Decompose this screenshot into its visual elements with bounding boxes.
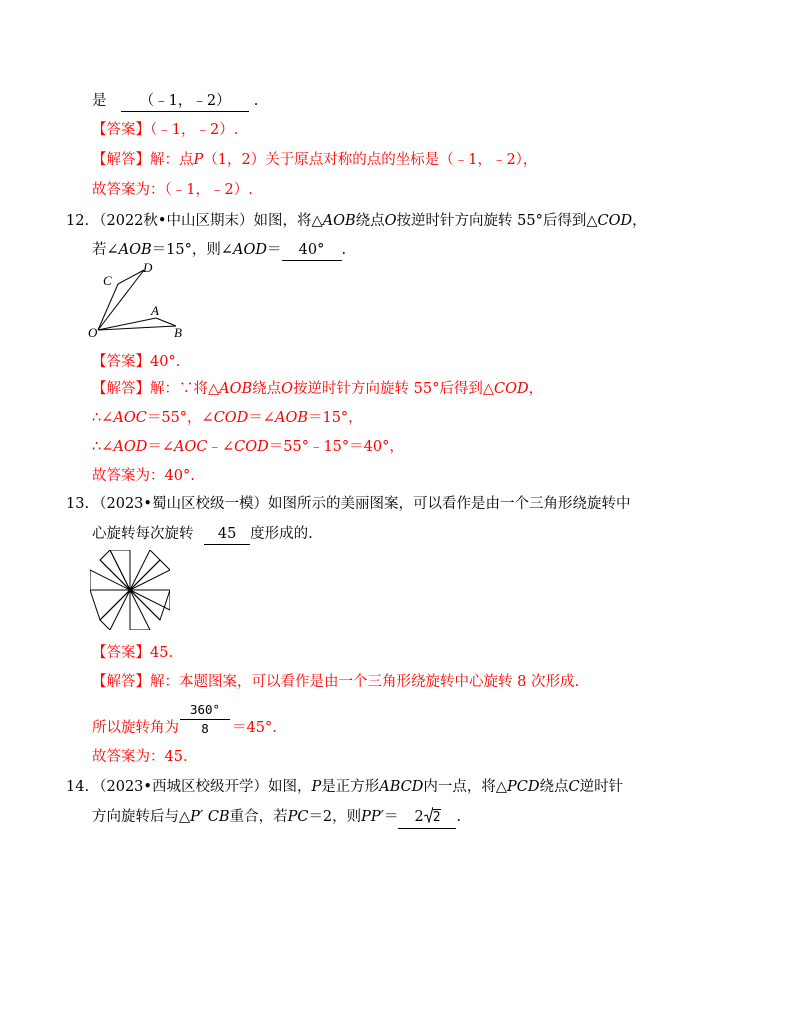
question-source: （2023•西城区校级开学）	[92, 779, 268, 795]
q13-conclusion: 故答案为：45.	[92, 749, 188, 765]
q13-solution-line2a: 所以旋转角为	[92, 720, 179, 736]
q13-solution-line2b: ＝45°.	[232, 720, 277, 736]
q12-solution-line3: ∴∠AOD＝∠AOC﹣∠COD＝55°﹣15°＝40°，	[92, 439, 404, 455]
sqrt-symbol: 2	[424, 807, 441, 828]
q14-answer-blank: 2 2	[398, 807, 456, 829]
question-source: （2022秋•中山区期末）	[92, 213, 254, 229]
q12-stem-line2: 若∠AOB＝15°，则∠AOD＝ 40° .	[92, 240, 346, 261]
q12-answer-blank: 40°	[282, 240, 342, 261]
q12-conclusion: 故答案为：40°.	[92, 468, 195, 484]
answer-label: 【答案】	[92, 645, 150, 661]
answer-label: 【答案】	[92, 122, 150, 138]
q14-stem-line2: 方向旋转后与△P′ CB重合，若PC＝2，则PP′＝ 2 2 .	[92, 807, 461, 829]
q12-rotation-figure	[86, 260, 206, 342]
solution-label: 【解答】	[92, 381, 150, 397]
q13-answer-blank: 45	[204, 524, 250, 545]
question-number: 12.	[66, 213, 90, 229]
fraction-denominator: 8	[201, 721, 209, 736]
q13-answer: 【答案】45.	[92, 645, 174, 661]
solution-label: 【解答】	[92, 152, 150, 168]
q11-stem-tail: 是 （﹣1，﹣2） .	[92, 91, 258, 112]
q13-stem-line2: 心旋转每次旋转 45 度形成的.	[92, 524, 313, 545]
q13-fraction	[180, 702, 230, 740]
solution-label: 【解答】	[92, 674, 150, 690]
q13-solution-line1: 【解答】解：本题图案，可以看作是由一个三角形绕旋转中心旋转 8 次形成.	[92, 674, 580, 690]
question-number: 14.	[66, 779, 90, 795]
q12-solution-line1: 【解答】解：∵将△AOB绕点O按逆时针方向旋转 55°后得到△COD，	[92, 381, 544, 397]
q11-answer: 【答案】（﹣1，﹣2）.	[92, 122, 239, 138]
q12-answer: 【答案】40°.	[92, 354, 181, 370]
fraction-bar	[180, 719, 230, 720]
q14-stem-line1: 14. （2023•西城区校级开学）如图，P是正方形ABCD内一点，将△PCD绕点C逆时针	[66, 779, 624, 795]
label-b: B	[174, 325, 182, 340]
question-source: （2023•蜀山区校级一模）	[92, 496, 268, 512]
q11-answer-blank: （﹣1，﹣2）	[121, 91, 249, 112]
label-o: O	[88, 325, 98, 340]
label-a: A	[151, 303, 159, 318]
label-d: D	[143, 260, 153, 275]
question-number: 13.	[66, 496, 90, 512]
answer-label: 【答案】	[92, 354, 150, 370]
q12-solution-line2: ∴∠AOC＝55°，∠COD＝∠AOB＝15°，	[92, 410, 363, 426]
fraction-numerator: 360°	[189, 702, 221, 717]
q13-pinwheel-figure	[90, 550, 170, 630]
q12-stem-line1: 12. （2022秋•中山区期末）如图，将△AOB绕点O按逆时针方向旋转 55°后得到△COD，	[66, 213, 647, 229]
q13-stem-line1: 13. （2023•蜀山区校级一模）如图所示的美丽图案，可以看作是由一个三角形绕旋转中	[66, 496, 631, 512]
label-c: C	[103, 273, 112, 288]
q11-solution: 【解答】解：点P（1，2）关于原点对称的点的坐标是（﹣1，﹣2），	[92, 152, 538, 168]
q11-conclusion: 故答案为：（﹣1，﹣2）.	[92, 182, 253, 198]
